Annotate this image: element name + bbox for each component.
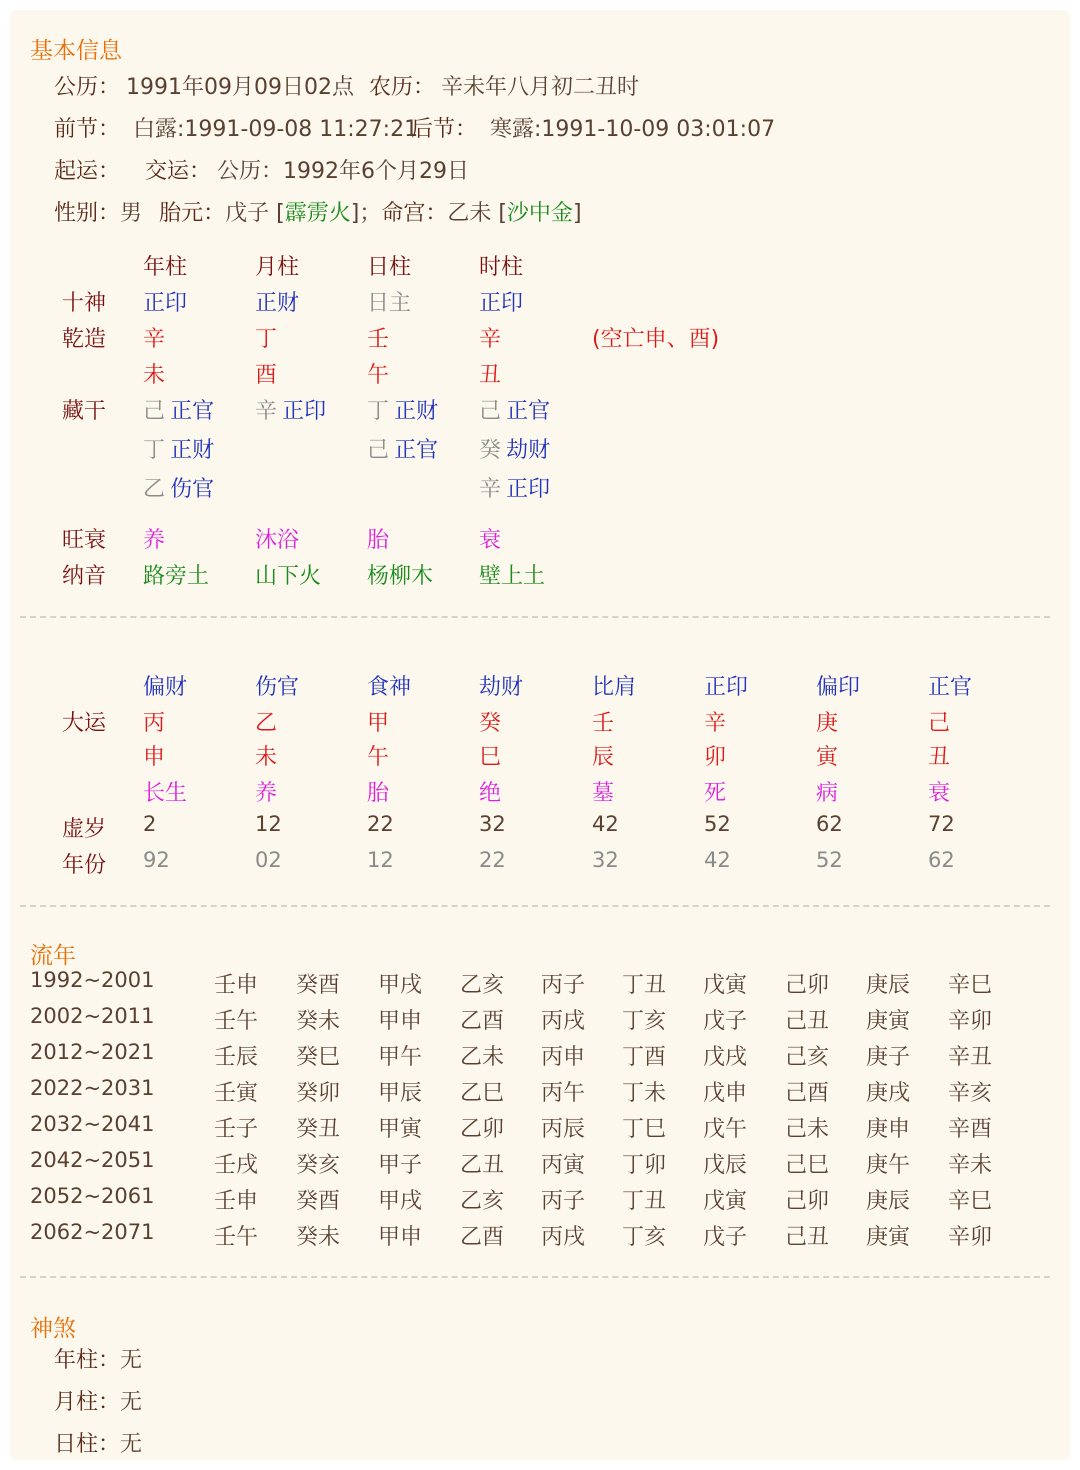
wangshuai-hour: 衰: [479, 528, 502, 553]
next-term-value: 寒露:1991-10-09 03:01:07: [490, 117, 776, 142]
liunian-item: 庚寅: [866, 1225, 911, 1250]
liunian-item: 乙酉: [460, 1225, 505, 1250]
liunian-item: 辛亥: [948, 1081, 993, 1106]
liunian-range: 2002~2011: [30, 1004, 155, 1028]
liunian-item: 癸未: [296, 1225, 341, 1250]
shensha-item: [54, 1343, 142, 1374]
liunian-item: 丙子: [541, 1189, 586, 1214]
liunian-item: 庚午: [866, 1153, 911, 1178]
liunian-item: 己丑: [785, 1009, 830, 1034]
liunian-item: 壬辰: [214, 1045, 259, 1070]
dayun-shishen-8: 正官: [928, 675, 973, 700]
liunian-item: 丙午: [541, 1081, 586, 1106]
liunian-item: 癸丑: [296, 1117, 341, 1142]
dayun-age-6: 52: [704, 812, 731, 836]
bazi-card: [10, 10, 1070, 1460]
canggan-day-2: 己 正官: [367, 438, 439, 463]
dayun-stem-6: 辛: [704, 711, 727, 736]
nayin-month: 山下火: [255, 564, 322, 589]
liunian-item: 壬申: [214, 973, 259, 998]
wangshuai-label: 旺衰: [62, 528, 107, 553]
age-label: 虚岁: [62, 817, 107, 842]
dayun-stage-8: 衰: [928, 781, 951, 806]
liunian-item: 乙亥: [460, 1189, 505, 1214]
shensha-item-label: 日柱：: [54, 1432, 121, 1457]
liunian-item: 壬戌: [214, 1153, 259, 1178]
dayun-stage-4: 绝: [479, 781, 502, 806]
liunian-item: 戊午: [703, 1117, 748, 1142]
branch-hour: 丑: [479, 363, 502, 388]
nayin-label: 纳音: [62, 564, 107, 589]
dayun-stem-2: 乙: [255, 711, 278, 736]
header-day-pillar: 日柱: [367, 255, 412, 280]
dayun-stem-3: 甲: [367, 711, 390, 736]
canggan-month-1: 辛 正印: [255, 399, 327, 424]
divider: [20, 905, 1050, 907]
next-term-label: 后节：: [411, 117, 478, 142]
dayun-age-5: 42: [592, 812, 619, 836]
liunian-item: 庚戌: [866, 1081, 911, 1106]
liunian-item: 丙戌: [541, 1009, 586, 1034]
liunian-item: 丙戌: [541, 1225, 586, 1250]
shensha-item-value: 无: [120, 1390, 143, 1415]
nayin-hour: 壁上土: [479, 564, 546, 589]
liunian-item: 甲寅: [378, 1117, 423, 1142]
shishen-day: 日主: [367, 291, 412, 316]
liunian-item: 己丑: [785, 1225, 830, 1250]
nayin-year: 路旁土: [143, 564, 210, 589]
liunian-item: 辛丑: [948, 1045, 993, 1070]
shishen-month: 正财: [255, 291, 300, 316]
dayun-stage-7: 病: [816, 781, 839, 806]
liunian-item: 甲戌: [378, 1189, 423, 1214]
liunian-item: 己卯: [785, 973, 830, 998]
liunian-item: 丁酉: [622, 1045, 667, 1070]
taiyuan-label: 胎元：: [159, 201, 226, 226]
minggong-label: 命宫：: [381, 201, 448, 226]
minggong-value: 乙未 [: [447, 201, 507, 226]
canggan-hour-3: 辛 正印: [479, 477, 551, 502]
dayun-stage-1: 长生: [143, 781, 188, 806]
liunian-item: 丁丑: [622, 1189, 667, 1214]
wangshuai-day: 胎: [367, 528, 390, 553]
liunian-item: 己酉: [785, 1081, 830, 1106]
dayun-age-3: 22: [367, 812, 394, 836]
dayun-stem-8: 己: [928, 711, 951, 736]
liunian-item: 丙子: [541, 973, 586, 998]
liunian-title: 流年: [30, 943, 76, 969]
dayun-age-4: 32: [479, 812, 506, 836]
dayun-shishen-2: 伤官: [255, 675, 300, 700]
shishen-hour: 正印: [479, 291, 524, 316]
dayun-year-1: 92: [143, 848, 170, 872]
jiaoyun-value: 公历：1992年6个月29日: [217, 159, 469, 184]
dayun-stage-5: 墓: [592, 781, 615, 806]
liunian-range: 2042~2051: [30, 1148, 155, 1172]
basic-info-title: 基本信息: [30, 38, 122, 64]
liunian-item: 庚申: [866, 1117, 911, 1142]
shishen-label: 十神: [62, 291, 107, 316]
dayun-label: 大运: [62, 711, 107, 736]
liunian-item: 辛巳: [948, 1189, 993, 1214]
dayun-shishen-6: 正印: [704, 675, 749, 700]
liunian-item: 乙丑: [460, 1153, 505, 1178]
divider: [20, 1276, 1050, 1278]
liunian-item: 甲子: [378, 1153, 423, 1178]
liunian-item: 戊子: [703, 1009, 748, 1034]
dayun-shishen-3: 食神: [367, 675, 412, 700]
gender-value: 男: [120, 201, 143, 226]
liunian-item: 癸亥: [296, 1153, 341, 1178]
liunian-item: 壬午: [214, 1225, 259, 1250]
canggan-hour-1: 己 正官: [479, 399, 551, 424]
wangshuai-month: 沐浴: [255, 528, 300, 553]
liunian-item: 丁亥: [622, 1009, 667, 1034]
liunian-item: 癸卯: [296, 1081, 341, 1106]
dayun-stem-4: 癸: [479, 711, 502, 736]
canggan-year-3: 乙 伤官: [143, 477, 215, 502]
taiyuan-nayin: 霹雳火: [284, 201, 351, 226]
liunian-item: 己亥: [785, 1045, 830, 1070]
dayun-stage-3: 胎: [367, 781, 390, 806]
liunian-item: 壬子: [214, 1117, 259, 1142]
canggan-day-1: 丁 正财: [367, 399, 439, 424]
liunian-item: 乙亥: [460, 973, 505, 998]
liunian-item: 丁亥: [622, 1225, 667, 1250]
canggan-label: 藏干: [62, 399, 107, 424]
qianzao-label: 乾造: [62, 327, 107, 352]
dayun-branch-2: 未: [255, 745, 278, 770]
canggan-year-2: 丁 正财: [143, 438, 215, 463]
shensha-item: [54, 1427, 142, 1458]
canggan-hour-2: 癸 劫财: [479, 438, 551, 463]
liunian-item: 戊子: [703, 1225, 748, 1250]
liunian-item: 壬申: [214, 1189, 259, 1214]
liunian-item: 乙未: [460, 1045, 505, 1070]
liunian-item: 丁丑: [622, 973, 667, 998]
jiaoyun-label: 交运：: [145, 159, 212, 184]
solar-value: 1991年09月09日02点: [126, 75, 354, 100]
liunian-item: 癸巳: [296, 1045, 341, 1070]
liunian-item: 甲戌: [378, 973, 423, 998]
shensha-title: 神煞: [30, 1316, 76, 1342]
shensha-item-label: 月柱：: [54, 1390, 121, 1415]
dayun-year-6: 42: [704, 848, 731, 872]
dayun-branch-7: 寅: [816, 745, 839, 770]
liunian-item: 丁未: [622, 1081, 667, 1106]
kongwang-note: (空亡申、酉): [592, 327, 720, 352]
dayun-branch-4: 巳: [479, 745, 502, 770]
liunian-item: 丁卯: [622, 1153, 667, 1178]
liunian-item: 壬午: [214, 1009, 259, 1034]
liunian-item: 癸未: [296, 1009, 341, 1034]
dayun-stem-1: 丙: [143, 711, 166, 736]
liunian-range: 2062~2071: [30, 1220, 155, 1244]
liunian-item: 癸酉: [296, 1189, 341, 1214]
prev-term-value: 白露:1991-09-08 11:27:21: [133, 117, 419, 142]
shensha-item-value: 无: [120, 1432, 143, 1457]
liunian-item: 戊戌: [703, 1045, 748, 1070]
liunian-item: 庚辰: [866, 973, 911, 998]
gender-line: [54, 196, 582, 227]
liunian-item: 癸酉: [296, 973, 341, 998]
dayun-stem-5: 壬: [592, 711, 615, 736]
dayun-shishen-1: 偏财: [143, 675, 188, 700]
minggong-close: ]: [572, 201, 582, 226]
lunar-label: 农历：: [369, 75, 436, 100]
dayun-year-3: 12: [367, 848, 394, 872]
stem-hour: 辛: [479, 327, 502, 352]
shishen-year: 正印: [143, 291, 188, 316]
shensha-item-value: 无: [120, 1348, 143, 1373]
liunian-range: 2012~2021: [30, 1040, 155, 1064]
liunian-item: 庚子: [866, 1045, 911, 1070]
liunian-item: 乙卯: [460, 1117, 505, 1142]
nayin-day: 杨柳木: [367, 564, 434, 589]
header-year-pillar: 年柱: [143, 255, 188, 280]
liunian-item: 庚寅: [866, 1009, 911, 1034]
divider: [20, 616, 1050, 618]
dayun-stage-6: 死: [704, 781, 727, 806]
dayun-year-7: 52: [816, 848, 843, 872]
dayun-year-8: 62: [928, 848, 955, 872]
stem-day: 壬: [367, 327, 390, 352]
liunian-item: 庚辰: [866, 1189, 911, 1214]
header-month-pillar: 月柱: [255, 255, 300, 280]
dayun-shishen-5: 比肩: [592, 675, 637, 700]
liunian-item: 戊寅: [703, 1189, 748, 1214]
liunian-item: 辛巳: [948, 973, 993, 998]
liunian-item: 乙酉: [460, 1009, 505, 1034]
dayun-shishen-7: 偏印: [816, 675, 861, 700]
dayun-stem-7: 庚: [816, 711, 839, 736]
lunar-value: 辛未年八月初二丑时: [441, 75, 640, 100]
dayun-age-2: 12: [255, 812, 282, 836]
liunian-item: 丁巳: [622, 1117, 667, 1142]
dayun-stage-2: 养: [255, 781, 278, 806]
liunian-range: 2032~2041: [30, 1112, 155, 1136]
liunian-item: 甲申: [378, 1225, 423, 1250]
liunian-item: 己卯: [785, 1189, 830, 1214]
canggan-year-1: 己 正官: [143, 399, 215, 424]
gender-label: 性别：: [54, 201, 121, 226]
dayun-branch-5: 辰: [592, 745, 615, 770]
taiyuan-value: 戊子 [: [225, 201, 285, 226]
liunian-item: 戊寅: [703, 973, 748, 998]
branch-month: 酉: [255, 363, 278, 388]
dayun-branch-3: 午: [367, 745, 390, 770]
liunian-item: 甲申: [378, 1009, 423, 1034]
liunian-item: 辛酉: [948, 1117, 993, 1142]
liunian-item: 甲午: [378, 1045, 423, 1070]
liunian-item: 辛卯: [948, 1225, 993, 1250]
header-hour-pillar: 时柱: [479, 255, 524, 280]
dayun-shishen-4: 劫财: [479, 675, 524, 700]
dayun-branch-6: 卯: [704, 745, 727, 770]
liunian-range: 2022~2031: [30, 1076, 155, 1100]
branch-day: 午: [367, 363, 390, 388]
stem-month: 丁: [255, 327, 278, 352]
dayun-branch-1: 申: [143, 745, 166, 770]
taiyuan-close: ]；: [350, 201, 382, 226]
liunian-item: 辛卯: [948, 1009, 993, 1034]
dayun-branch-8: 丑: [928, 745, 951, 770]
liunian-item: 辛未: [948, 1153, 993, 1178]
solar-label: 公历：: [54, 75, 121, 100]
liunian-item: 己未: [785, 1117, 830, 1142]
shensha-item: [54, 1385, 142, 1416]
liunian-item: 甲辰: [378, 1081, 423, 1106]
liunian-item: 戊辰: [703, 1153, 748, 1178]
dayun-age-8: 72: [928, 812, 955, 836]
liunian-item: 己巳: [785, 1153, 830, 1178]
stem-year: 辛: [143, 327, 166, 352]
prev-term-label: 前节：: [54, 117, 121, 142]
dayun-year-4: 22: [479, 848, 506, 872]
dayun-year-2: 02: [255, 848, 282, 872]
liunian-item: 丙寅: [541, 1153, 586, 1178]
branch-year: 未: [143, 363, 166, 388]
liunian-item: 壬寅: [214, 1081, 259, 1106]
liunian-range: 1992~2001: [30, 968, 155, 992]
year-label: 年份: [62, 853, 107, 878]
liunian-range: 2052~2061: [30, 1184, 155, 1208]
qiyun-label: 起运：: [54, 159, 121, 184]
minggong-nayin: 沙中金: [506, 201, 573, 226]
wangshuai-year: 养: [143, 528, 166, 553]
liunian-item: 乙巳: [460, 1081, 505, 1106]
dayun-year-5: 32: [592, 848, 619, 872]
dayun-age-1: 2: [143, 812, 157, 836]
shensha-item-label: 年柱：: [54, 1348, 121, 1373]
liunian-item: 戊申: [703, 1081, 748, 1106]
dayun-age-7: 62: [816, 812, 843, 836]
liunian-item: 丙辰: [541, 1117, 586, 1142]
liunian-item: 丙申: [541, 1045, 586, 1070]
